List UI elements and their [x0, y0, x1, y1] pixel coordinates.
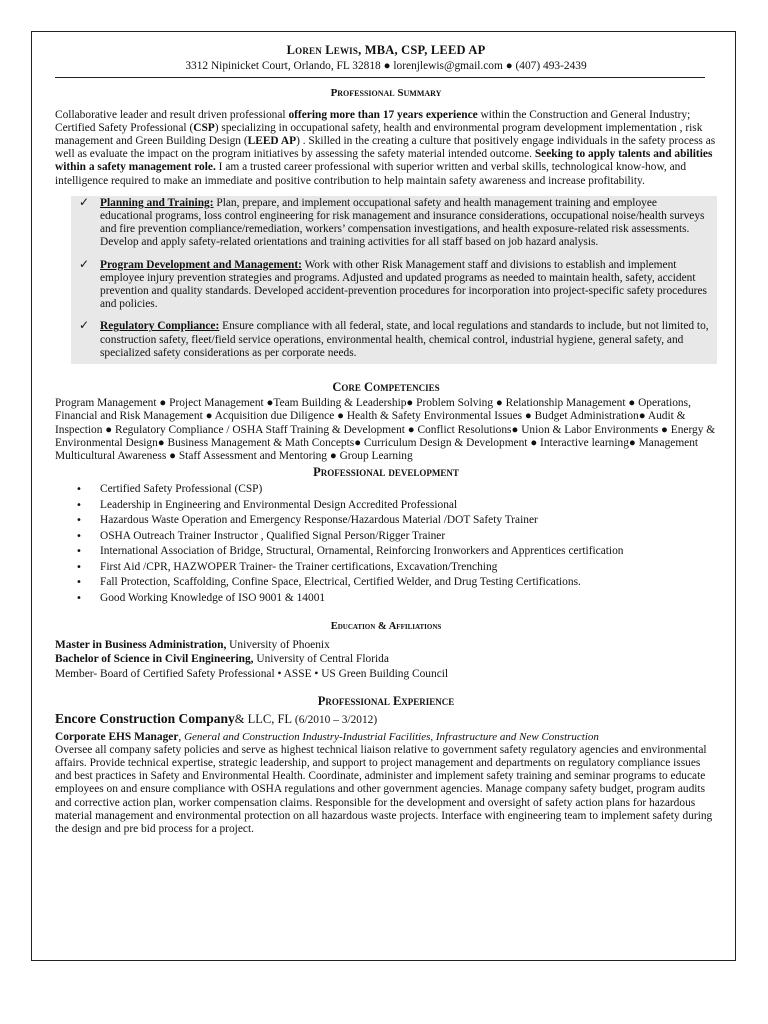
professional-experience-title: Professional Experience: [317, 694, 455, 709]
contact-phone: (407) 493-2439: [515, 60, 587, 73]
highlight-title: Planning and Training:: [100, 196, 214, 209]
highlight-text: Plan, prepare, and implement occupational safety and health management training and employee educational programs, loss control engineering for risk management and insurance considerations, occupational noise/health surveys and fire prevention compliance/remediation, workers’ compensation investigations, and health exposure-related risk assessments. Develop and apply safety-related orientations and training activities for all staff based on job hazard analysis.: [100, 196, 705, 249]
bullet-icon: •: [76, 577, 82, 589]
professional-summary-title: Professional Summary: [330, 87, 442, 100]
summary-text: within the Construction and General Industry; Certified Safety Professional (: [55, 108, 691, 134]
bullet-icon: •: [76, 499, 82, 511]
list-item: [55, 529, 717, 545]
highlight-item-regulatory: [75, 320, 711, 360]
education-title: Education & Affiliations: [330, 621, 442, 633]
core-competencies-text: Program Management ● Project Management ●Team Building & Leadership● Problem Solving ● Relationship Management ● Operations, Financial and Risk Management ● Acquisition due Diligence ● Health & Safety Environmental Issues ● Budget Administration● Audit & Inspection ● Regulatory Compliance / OSHA Staff Training & Development ● Conflict Resolutions● Union & Labor Environments ● Energy & Environmental Design● Business Management & Math Concepts● Curriculum Design & Development ● Interactive learning● Management Multicultural Awareness ● Staff Assessment and Mentoring ● Group Learning: [55, 397, 716, 463]
degree-name: Master in Business Administration,: [55, 638, 227, 651]
bullet-icon: •: [76, 561, 82, 573]
summary-bold-text: CSP: [193, 121, 215, 134]
list-item-text: Certified Safety Professional (CSP): [100, 483, 263, 496]
checkmark-icon: ✓: [79, 256, 90, 271]
development-list: [55, 482, 717, 606]
core-competencies-title: Core Competencies: [332, 380, 440, 395]
role-line: [55, 731, 717, 744]
contact-line: [55, 60, 717, 73]
highlight-text: Ensure compliance with all federal, state, and local regulations and standards to include, but not limited to, construction safety, fleet/field service operations, environmental health, chemical control, industrial hygiene, general safety, and specialized safety considerations as per corporate needs.: [100, 320, 709, 359]
list-item: [55, 498, 717, 514]
list-item: [55, 544, 717, 560]
highlight-item-program-development: [75, 256, 711, 312]
summary-text: ) specializing in occupational safety, health and environmental program development implementation , risk management and Green Building Design (: [55, 121, 703, 148]
summary-bold-text: LEED AP: [247, 135, 297, 148]
list-item: [55, 482, 717, 498]
degree-mba: [55, 638, 717, 653]
memberships: Member- Board of Certified Safety Professional • ASSE • US Green Building Council: [55, 667, 449, 680]
list-item: [55, 560, 717, 576]
contact-address: 3312 Nipinicket Court, Orlando, FL 32818: [185, 60, 381, 73]
list-item-text: Good Working Knowledge of ISO 9001 & 14001: [100, 591, 326, 604]
list-item-text: Leadership in Engineering and Environmental Design Accredited Professional: [100, 498, 458, 511]
job-description: Oversee all company safety policies and serve as highest technical liaison relative to government safety regulatory agencies and environmental affairs. Provide technical expertise, strategic leadership, and support to project management and departments on regulatory compliance issues and best practices in Safety and Environmental Health. Coordinate, administer and implement safety training and seminar programs to educate employees on and ensure compliance with OSHA regulations and other government agencies. Manage company safety budget, program audits and corrective action plan, worker compensation claims. Responsible for the development and oversight of safety action plans for hazardous material management and environmental protection on all hazardous waste projects. Interface with engineering team to implement safety during the design and pre bid process for a project.: [55, 743, 713, 836]
bullet-icon: •: [76, 515, 82, 527]
list-item-text: First Aid /CPR, HAZWOPER Trainer- the Trainer certifications, Excavation/Trenching: [100, 560, 498, 573]
company-line: [55, 712, 717, 727]
list-item-text: OSHA Outreach Trainer Instructor , Qualified Signal Person/Rigger Trainer: [100, 529, 446, 542]
bullet-icon: •: [76, 530, 82, 542]
checkmark-icon: ✓: [79, 318, 90, 333]
company-name: Encore Construction Company: [55, 711, 235, 727]
header-divider: [55, 77, 705, 78]
company-location: & LLC, FL: [234, 712, 293, 727]
summary-paragraph: [55, 109, 717, 188]
list-item-text: Fall Protection, Scaffolding, Confine Space, Electrical, Certified Welder, and Drug Testing Certifications.: [100, 576, 581, 589]
highlight-item-planning: [75, 194, 711, 250]
highlight-title: Regulatory Compliance:: [100, 320, 220, 333]
degree-name: Bachelor of Science in Civil Engineering,: [55, 653, 254, 666]
bullet-icon: •: [76, 546, 82, 558]
degree-school: University of Phoenix: [226, 638, 330, 651]
role-title: Corporate EHS Manager: [55, 730, 179, 743]
bullet-icon: •: [76, 592, 82, 604]
role-separator: ,: [178, 730, 185, 743]
summary-text: Collaborative leader and result driven professional: [55, 108, 289, 121]
summary-bold-text: Seeking to apply talents and abilities within a safety management role.: [55, 148, 713, 174]
separator-dot: ●: [505, 60, 513, 73]
bullet-icon: •: [76, 484, 82, 496]
degree-school: University of Central Florida: [253, 653, 389, 666]
candidate-name: Loren Lewis, MBA, CSP, LEED AP: [286, 43, 486, 57]
employment-dates: (6/2010 – 3/2012): [292, 714, 378, 727]
highlight-text: Work with other Risk Management staff and divisions to establish and implement employee injury prevention strategies and programs. Adjusted and updated programs as needed to maintain health, safety, accident prevention and quality standards. Developed accident-prevention procedures for incorporation into project-specific safety procedures and policies.: [100, 258, 707, 311]
list-item: [55, 575, 717, 591]
summary-text: I am a trusted career professional with superior written and verbal skills, technological know-how, and intelligence required to make an immediate and positive contribution to help maintain safety awareness and increase profitability.: [55, 161, 687, 187]
checkmark-icon: ✓: [79, 194, 90, 209]
highlight-title: Program Development and Management:: [100, 258, 302, 271]
resume-content: [55, 41, 717, 836]
list-item-text: International Association of Bridge, Structural, Ornamental, Reinforcing Ironworkers and Apprentices certification: [100, 545, 624, 558]
list-item: [55, 513, 717, 529]
summary-text: ) . Skilled in the creating a culture that positively engage individuals in the safety process as well as evaluate the impact on the program initiatives by assessing the safety material intended outcome.: [55, 135, 716, 161]
list-item-text: Hazardous Waste Operation and Emergency Response/Hazardous Material /DOT Safety Trainer: [100, 514, 538, 527]
contact-email: lorenjlewis@gmail.com: [393, 60, 503, 73]
resume-page: [31, 31, 736, 961]
list-item: [55, 591, 717, 607]
separator-dot: ●: [383, 60, 391, 73]
summary-highlights-box: [71, 196, 717, 364]
summary-bold-text: offering more than 17 years experience: [288, 108, 478, 121]
education-block: [55, 638, 717, 682]
degree-bsce: [55, 652, 717, 667]
professional-development-title: Professional development: [313, 465, 459, 480]
role-description: General and Construction Industry-Industrial Facilities, Infrastructure and New Construction: [184, 730, 599, 743]
